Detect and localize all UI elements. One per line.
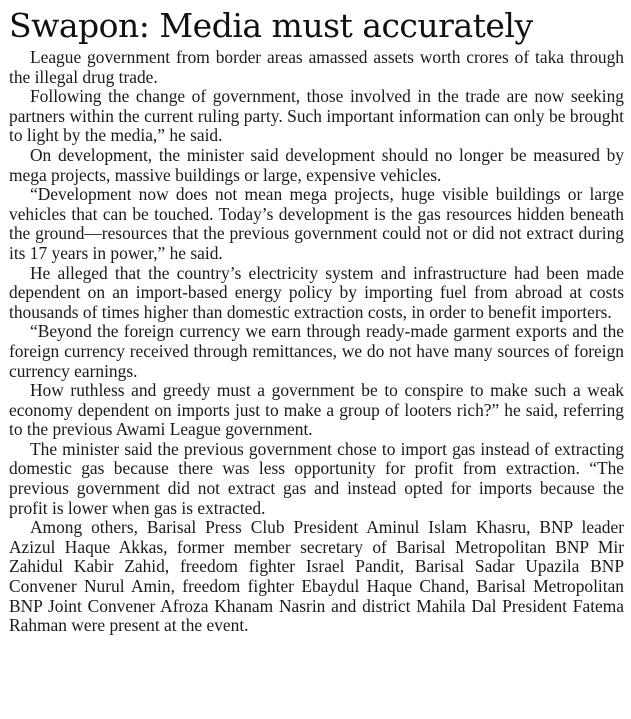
article-headline: Swapon: Media must accurately <box>9 6 533 45</box>
article-paragraph: How ruthless and greedy must a government be to conspire to make such a weak economy dependent on imports just to make a group of looters rich?” he said, referring to the previous Awami League government. <box>9 380 624 440</box>
article-paragraph: Following the change of government, those involved in the trade are now seeking partners within the current ruling party. Such important information can only be brought to light by the media,” he said. <box>9 86 624 146</box>
article-paragraph: The minister said the previous government chose to import gas instead of extracting domestic gas because there was less opportunity for profit from extraction. “The previous government did not extract gas and instead opted for imports because the profit is lower when gas is extracted. <box>9 438 624 518</box>
article-paragraph: On development, the minister said development should no longer be measured by mega projects, massive buildings or large, expensive vehicles. <box>9 144 624 185</box>
article-paragraph: League government from border areas amassed assets worth crores of taka through the illegal drug trade. <box>9 47 624 87</box>
news-article <box>9 6 624 636</box>
article-paragraph: “Beyond the foreign currency we earn through ready-made garment exports and the foreign currency received through remittances, we do not have many sources of foreign currency earnings. <box>9 321 624 381</box>
article-paragraph: Among others, Barisal Press Club President Aminul Islam Khasru, BNP leader Azizul Haque Akkas, former member secretary of Barisal Metropolitan BNP Mir Zahidul Kabir Zahid, freedom fighter Israel Pandit, Barisal Sadar Upazila BNP Convener Nurul Amin, freedom fighter Ebaydul Haque Chand, Barisal Metropolitan BNP Joint Convener Afroza Khanam Nasrin and district Mahila Dal President Fatema Rahman were present at the event. <box>9 517 624 636</box>
article-paragraph: He alleged that the country’s electricity system and infrastructure had been made dependent on an import-based energy policy by importing fuel from abroad at costs thousands of times higher than domestic extraction costs, in order to benefit importers. <box>9 262 624 322</box>
article-paragraph: “Development now does not mean mega projects, huge visible buildings or large vehicles that can be touched. Today’s development is the gas resources hidden beneath the ground—resources that the previous government could not or did not extract during its 17 years in power,” he said. <box>9 184 624 263</box>
